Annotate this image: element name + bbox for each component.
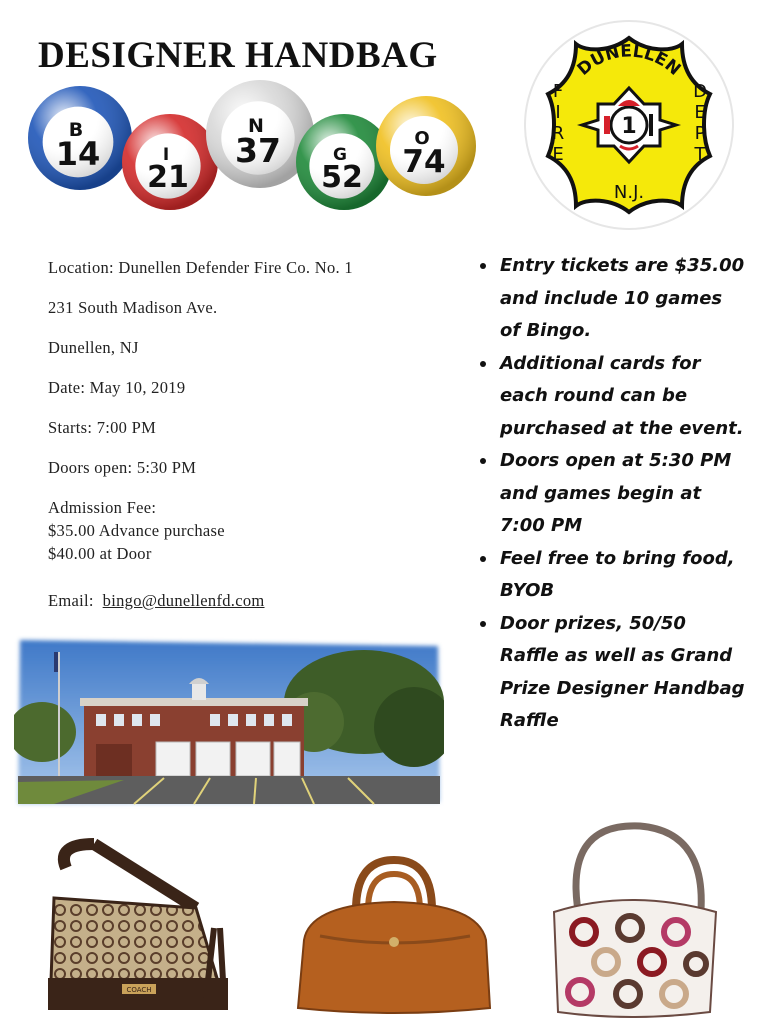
street-address: 231 South Madison Ave. [48,298,218,317]
email-label: Email: [48,591,94,610]
event-highlights-list [476,250,746,738]
bingo-ball [296,114,392,210]
email-line [48,591,265,611]
admission-fee-label: Admission Fee: [48,498,157,517]
logo-bottom-text: N.J. [613,182,645,203]
location-line: Location: Dunellen Defender Fire Co. No. 1 [48,258,353,277]
logo-right-letter: P [694,123,706,144]
logo-left-letter: R [551,123,565,144]
bingo-ball-number: 21 [147,159,189,195]
logo-left-letter: I [555,102,561,123]
bingo-ball-letter: I [162,145,170,165]
bingo-ball [122,114,218,210]
logo-right-letter: D [693,81,707,102]
bingo-ball-letter: G [333,145,347,165]
bingo-ball-number: 37 [235,131,281,171]
logo-left-letter: F [552,81,564,102]
list-item: Feel free to bring food, BYOB [476,543,746,608]
list-item: Doors open at 5:30 PM and games begin at 7:00 PM [476,445,746,543]
logo-center-number: 1 [621,114,637,139]
list-item: Additional cards for each round can be purchased at the event. [476,348,746,446]
leather-satchel-image [290,840,500,1020]
bingo-ball-number: 52 [321,159,363,195]
signature-shoulder-bag-image [36,838,236,1018]
brand-label: COACH [126,986,152,994]
logo-left-letter: E [552,144,564,165]
bingo-ball [28,86,132,190]
bingo-ball [376,96,476,196]
logo-top-text: DUNELLEN [573,41,685,80]
admission-door-price: $40.00 at Door [48,544,152,563]
admission-advance-price: $35.00 Advance purchase [48,521,225,540]
bingo-ball-number: 74 [402,144,446,180]
start-time: Starts: 7:00 PM [48,418,157,437]
firehouse-photo [14,632,444,810]
logo-right-letter: T [694,144,706,165]
list-item: Entry tickets are $35.00 and include 10 games of Bingo. [476,250,746,348]
bingo-ball-letter: N [248,115,264,137]
bingo-ball-number: 14 [55,135,101,174]
page-title: DESIGNER HANDBAG [38,35,438,76]
doors-open-time: Doors open: 5:30 PM [48,458,197,477]
city-state: Dunellen, NJ [48,338,139,357]
email-link[interactable]: bingo@dunellenfd.com [102,591,265,610]
event-date: Date: May 10, 2019 [48,378,186,397]
list-item: Door prizes, 50/50 Raffle as well as Grand Prize Designer Handbag Raffle [476,608,746,738]
bingo-balls-illustration [24,80,484,230]
logo-right-letter: E [694,102,706,123]
fire-department-logo [522,18,736,232]
bingo-ball-letter: O [414,128,430,149]
patterned-hobo-bag-image [540,812,730,1022]
bingo-ball-letter: B [68,119,84,141]
